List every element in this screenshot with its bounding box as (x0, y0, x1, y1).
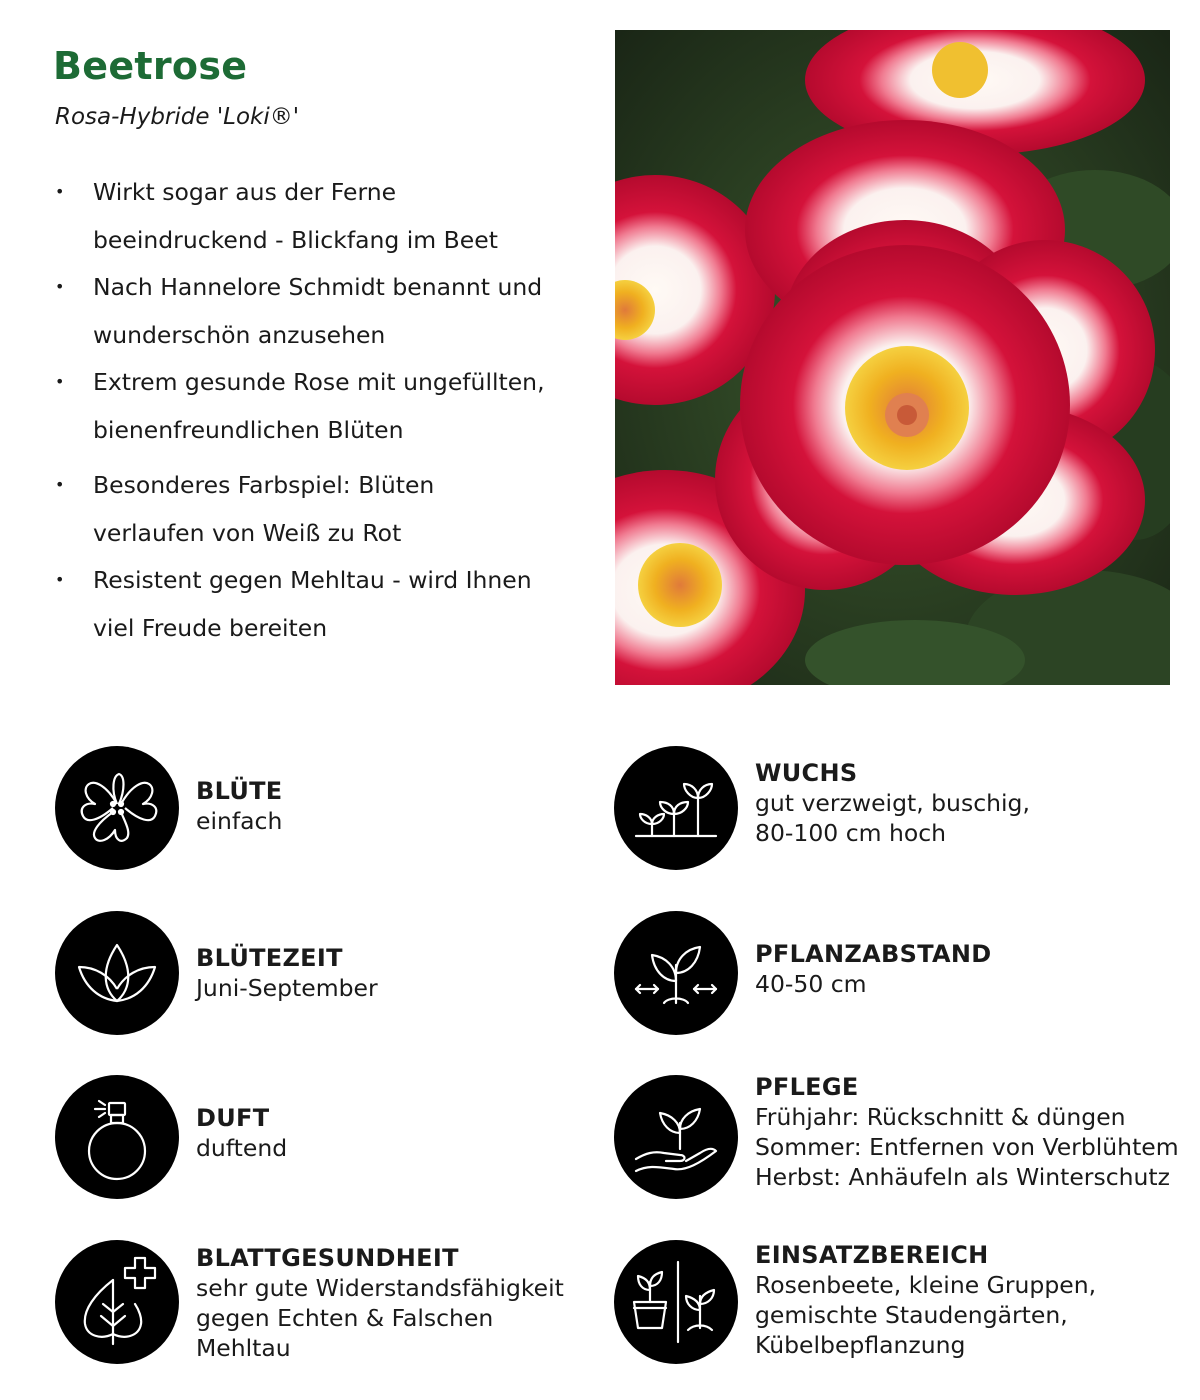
feature-label: PFLANZABSTAND (755, 940, 992, 968)
bullet-text: Besonderes Farbspiel: Blüten verlaufen von Weiß zu Rot (93, 471, 435, 547)
feature-label: DUFT (196, 1104, 270, 1132)
feature-value: 40-50 cm (755, 970, 867, 998)
feature-label: WUCHS (755, 759, 858, 787)
bullet-text: Extrem gesunde Rose mit ungefüllten, bienenfreundlichen Blüten (93, 368, 545, 444)
flower-icon (55, 746, 179, 870)
feature-label: PFLEGE (755, 1073, 859, 1101)
feature-value: gut verzweigt, buschig, 80-100 cm hoch (755, 789, 1030, 847)
leaf-health-icon (55, 1240, 179, 1364)
bullet-item (52, 461, 572, 557)
feature-value: duftend (196, 1134, 288, 1162)
hand-plant-icon (614, 1075, 738, 1199)
bullet-text: Nach Hannelore Schmidt benannt und wunderschön anzusehen (93, 273, 543, 349)
bullet-text: Wirkt sogar aus der Ferne beeindruckend - Blickfang im Beet (93, 178, 498, 254)
pot-and-garden-icon (614, 1240, 738, 1364)
bullet-item (52, 358, 572, 454)
plant-spacing-icon (614, 911, 738, 1035)
feature-value: sehr gute Widerstandsfähigkeit gegen Echten & Falschen Mehltau (196, 1274, 564, 1362)
bullet-item (52, 556, 572, 652)
feature-value: einfach (196, 807, 283, 835)
lotus-icon (55, 911, 179, 1035)
feature-label: BLATTGESUNDHEIT (196, 1244, 459, 1272)
botanical-name: Rosa-Hybride 'Loki®' (55, 104, 300, 130)
feature-value: Rosenbeete, kleine Gruppen, gemischte Staudengärten, Kübelbepflanzung (755, 1271, 1097, 1359)
perfume-bottle-icon (55, 1075, 179, 1199)
page-title: Beetrose (53, 44, 248, 88)
feature-label: BLÜTEZEIT (196, 944, 343, 972)
bullet-item (52, 263, 572, 359)
feature-bullet-list (52, 168, 572, 651)
feature-value: Juni-September (196, 974, 378, 1002)
rose-photo (615, 30, 1170, 685)
bullet-text: Resistent gegen Mehltau - wird Ihnen viel Freude bereiten (93, 566, 532, 642)
seedlings-icon (614, 746, 738, 870)
feature-label: BLÜTE (196, 777, 283, 805)
feature-label: EINSATZBEREICH (755, 1241, 989, 1269)
bullet-item (52, 168, 572, 264)
feature-value: Frühjahr: Rückschnitt & düngen Sommer: Entfernen von Verblühtem Herbst: Anhäufeln als Winterschutz (755, 1103, 1179, 1191)
